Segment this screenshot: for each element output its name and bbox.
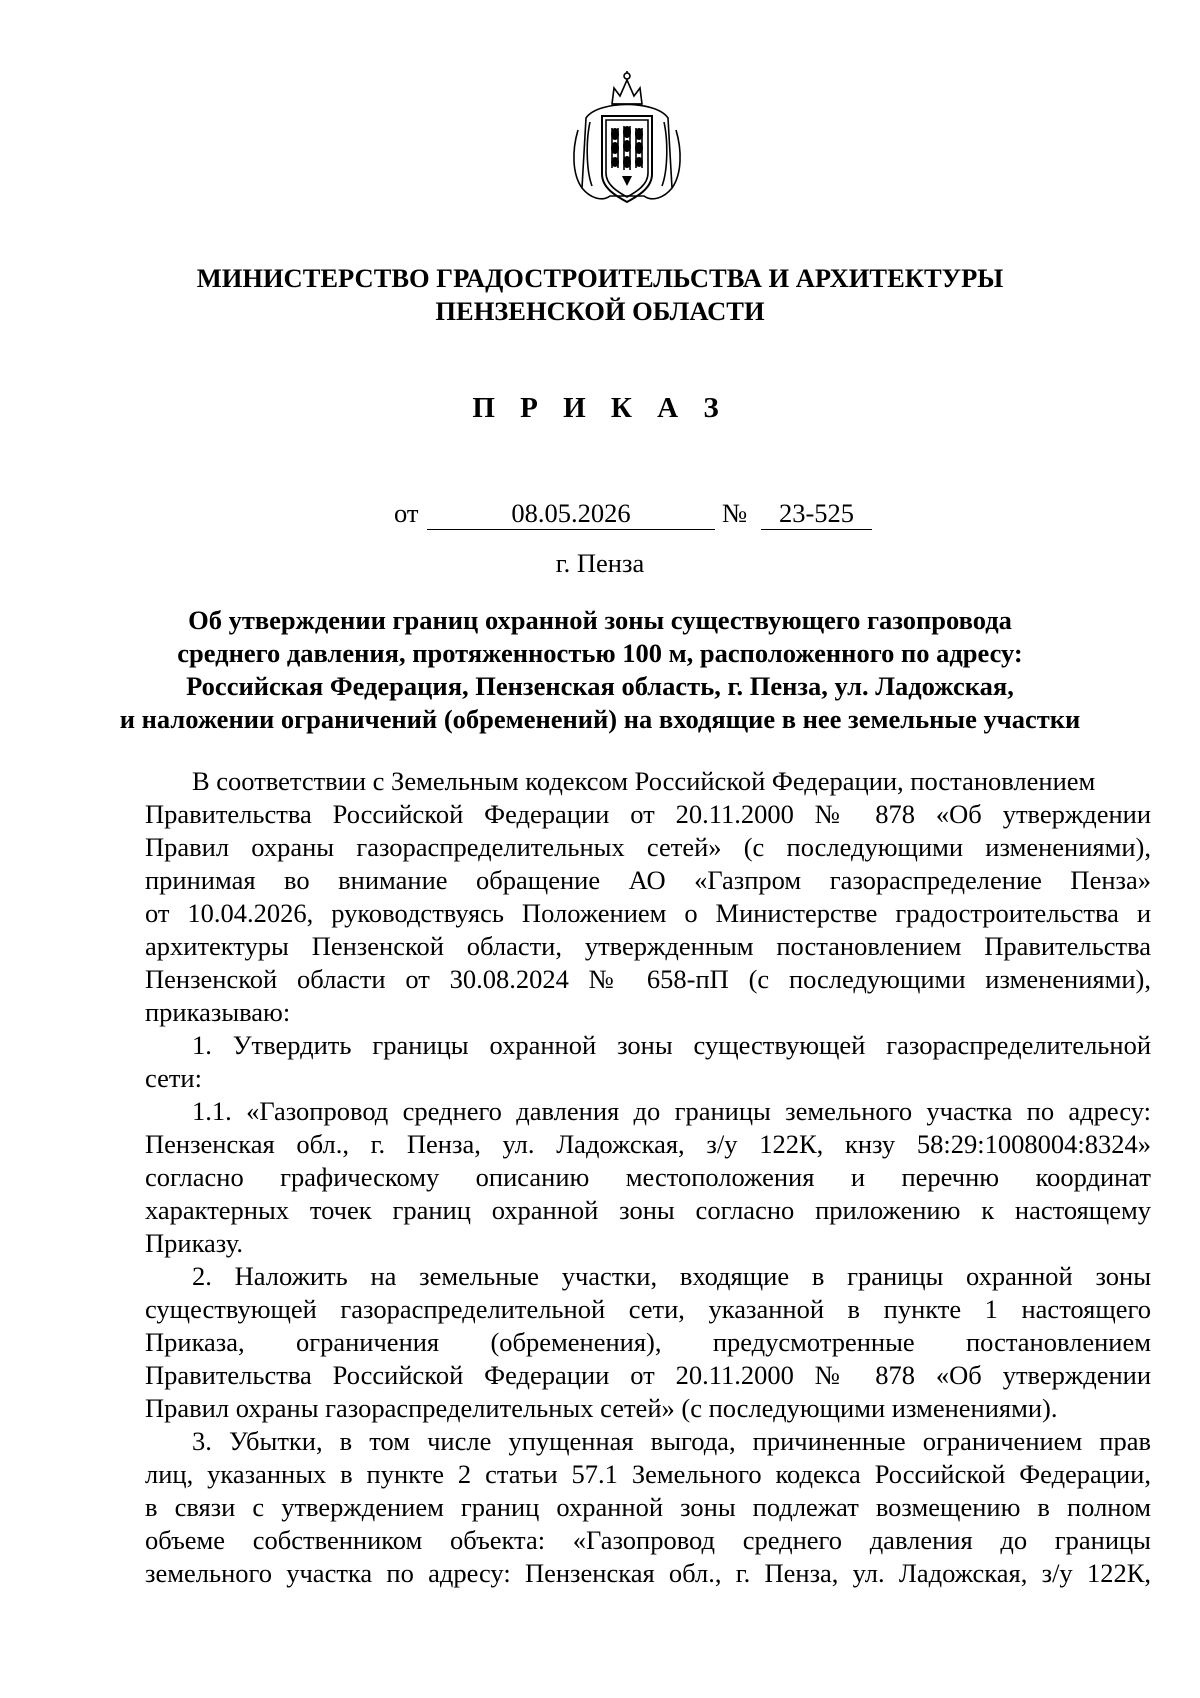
body-line: в связи с утверждением границ охранной зоны подлежат возмещению в полном <box>145 1492 1151 1522</box>
body-line: Правил охраны газораспределительных сетей» (с последующими изменениями). <box>145 1393 1058 1423</box>
date-number-line <box>0 497 1200 533</box>
document-subject <box>0 604 1200 736</box>
document-date: 08.05.2026 <box>427 497 715 530</box>
document-city: г. Пенза <box>555 548 645 578</box>
body-line: от 10.04.2026, руководствуясь Положением о Министерстве градостроительства и <box>145 898 1151 928</box>
document-type-title: П Р И К А З <box>472 392 728 424</box>
body-line: архитектуры Пензенской области, утвержденным постановлением Правительства <box>145 931 1151 961</box>
document-number: 23-525 <box>761 497 872 530</box>
body-line: Приказу. <box>145 1228 243 1258</box>
body-line: лиц, указанных в пункте 2 статьи 57.1 Земельного кодекса Российской Федерации, <box>145 1459 1151 1489</box>
coat-of-arms-emblem <box>568 70 686 216</box>
subject-line: и наложении ограничений (обременений) на входящие в нее земельные участки <box>119 704 1081 734</box>
body-line: 1.1. «Газопровод среднего давления до границы земельного участка по адресу: <box>192 1096 1151 1126</box>
body-line: Правительства Российской Федерации от 20.11.2000 № 878 «Об утверждении <box>145 1360 1151 1390</box>
body-line: существующей газораспределительной сети, указанной в пункте 1 настоящего <box>145 1294 1151 1324</box>
ministry-name-line2: ПЕНЗЕНСКОЙ ОБЛАСТИ <box>435 296 765 326</box>
body-line: Приказа, ограничения (обременения), предусмотренные постановлением <box>145 1327 1151 1357</box>
body-line: 2. Наложить на земельные участки, входящие в границы охранной зоны <box>192 1261 1151 1291</box>
body-line: 3. Убытки, в том числе упущенная выгода, причиненные ограничением прав <box>192 1426 1151 1456</box>
body-line: В соответствии с Земельным кодексом Российской Федерации, постановлением <box>192 766 1096 796</box>
body-line: принимая во внимание обращение АО «Газпром газораспределение Пенза» <box>145 865 1151 895</box>
body-line: сети: <box>145 1063 202 1093</box>
body-line: Пензенской области от 30.08.2024 № 658-пП (с последующими изменениями), <box>145 964 1151 994</box>
ministry-name-line1: МИНИСТЕРСТВО ГРАДОСТРОИТЕЛЬСТВА И АРХИТЕКТУРЫ <box>196 263 1004 293</box>
body-line: объеме собственником объекта: «Газопровод среднего давления до границы <box>145 1525 1151 1555</box>
ministry-heading <box>0 262 1200 328</box>
body-line: приказываю: <box>145 997 291 1027</box>
number-sign: № <box>722 498 748 528</box>
body-line: земельного участка по адресу: Пензенская обл., г. Пенза, ул. Ладожская, з/у 122К, <box>145 1558 1151 1588</box>
document-body <box>145 765 1151 1590</box>
subject-line: среднего давления, протяженностью 100 м, расположенного по адресу: <box>177 638 1023 668</box>
subject-line: Российская Федерация, Пензенская область, г. Пенза, ул. Ладожская, <box>186 671 1014 701</box>
body-line: Правил охраны газораспределительных сетей» (с последующими изменениями), <box>145 832 1151 862</box>
subject-line: Об утверждении границ охранной зоны существующего газопровода <box>188 605 1012 635</box>
body-line: Правительства Российской Федерации от 20.11.2000 № 878 «Об утверждении <box>145 799 1151 829</box>
date-prefix: от <box>394 498 419 528</box>
body-line: 1. Утвердить границы охранной зоны существующей газораспределительной <box>192 1030 1151 1060</box>
body-line: Пензенская обл., г. Пенза, ул. Ладожская, з/у 122К, кнзу 58:29:1008004:8324» <box>145 1129 1151 1159</box>
body-line: характерных точек границ охранной зоны согласно приложению к настоящему <box>145 1195 1151 1225</box>
body-line: согласно графическому описанию местоположения и перечню координат <box>145 1162 1151 1192</box>
